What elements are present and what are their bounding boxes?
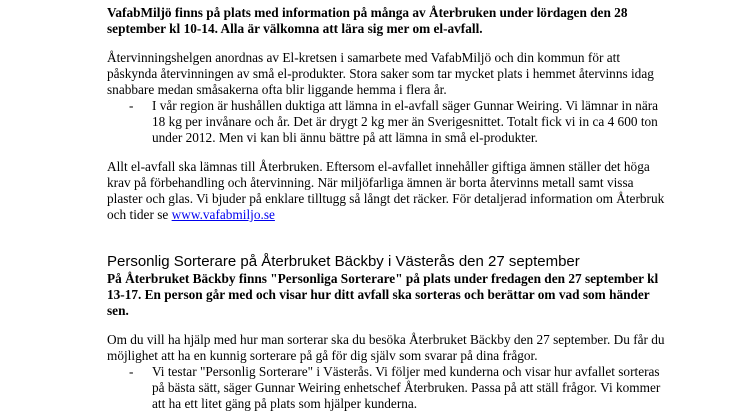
bullet-dash: - [129,98,134,113]
bullet-text-region: I vår region är hushållen duktiga att lämna in el-avfall säger Gunnar Weiring. Vi lämnar in nära 18 kg per invånare och år. Det är drygt 2 kg mer än Sverigesnittet. Totalt fick vi in ca 4 600 ton under 2012. Men vi kan bli ännu bättre på att lämna in små el-produkter. [152,98,659,145]
bullet-item-test [107,364,667,412]
bold-paragraph-backby: På Återbruket Bäckby finns "Personliga Sorterare" på plats under fredagen den 27 september kl 13-17. En person går med och visar hur ditt avfall ska sorteras och berättar om vad som händer sen. [107,271,659,318]
bullet-item-region [107,98,667,146]
paragraph-recycling-weekend: Återvinningshelgen anordnas av El-kretsen i samarbete med VafabMiljö och din kommun för att påskynda återvinningen av små el-produkter. Stora saker som tar mycket plats i hemmet återvinns idag snabbare medan småsakerna ofta blir liggande hemma i flera år. [107,50,654,97]
paragraph-ewaste-text: Allt el-avfall ska lämnas till Återbruken. Eftersom el-avfallet innehåller giftiga ämnen ställer det höga krav på förbehandling och återvinning. När miljöfarliga ämnen är borta återvinns metall samt vissa plaster och glas. Vi bjuder på enklare tilltugg så långt det räcker. För detaljerad information om Återbruk och tider se [107,159,665,222]
section-heading-personal-sorter: Personlig Sorterare på Återbruket Bäckby i Västerås den 27 september [107,253,580,270]
intro-bold-paragraph: VafabMiljö finns på plats med information på många av Återbruken under lördagen den 28 september kl 10-14. Alla är välkomna att lära sig mer om el-avfall. [107,5,628,36]
bullet-text-test: Vi testar "Personlig Sorterare" i Västerås. Vi följer med kunderna och visar hur avfallet sorteras på bästa sätt, säger Gunnar Weiring enhetschef Återbruken. Passa på att ställ frågor. Vi kommer att ha ett litet gäng på plats som hjälper kunderna. [152,364,661,411]
paragraph-help-sorting: Om du vill ha hjälp med hur man sorterar ska du besöka Återbruket Bäckby den 27 september. Du får du möjlighet att ha en kunnig sorterare på gå för dig själv som svarar på dina frågor. [107,332,665,363]
vafabmiljo-link[interactable]: www.vafabmiljo.se [171,207,275,222]
document-page [107,5,667,412]
bullet-dash: - [129,364,134,379]
paragraph-ewaste [107,159,667,223]
